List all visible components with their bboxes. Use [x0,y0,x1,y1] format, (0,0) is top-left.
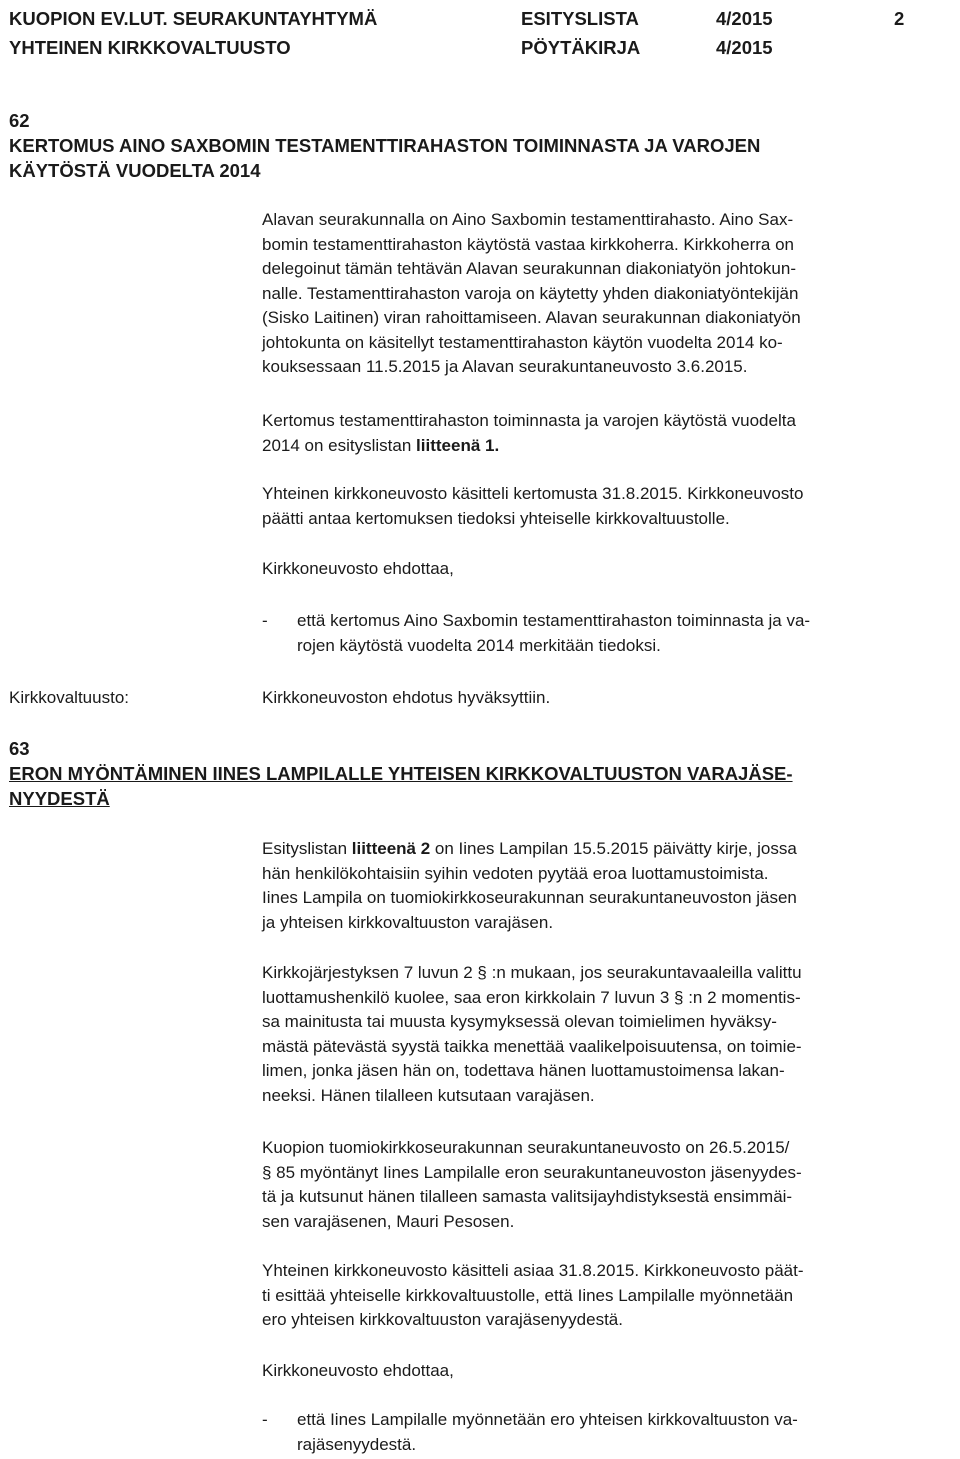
document-number-2: 4/2015 [716,37,773,58]
section-62-number: 62 [9,110,30,131]
section-62-proposal [262,609,954,658]
section-63-p1-b: on Iines Lampilan 15.5.2015 päivätty kirje, jossa hän henkilökohtaisiin syihin vedoten pyytää eroa luottamustoimista. Iines Lampila on tuomiokirkkoseurakunnan seurakuntaneuvoston jäsen ja yhteisen kirkkovaltuuston varajäsen. [262,839,797,932]
section-63-paragraph-4: Yhteinen kirkkoneuvosto käsitteli asiaa 31.8.2015. Kirkkoneuvosto päät- ti esittää yhteiselle kirkkovaltuustolle, että Iines Lampilalle myönnetään ero yhteisen kirkkovaltuuston varajäsenyydestä. [262,1261,804,1329]
attachment-2-reference: liitteenä 2 [351,839,431,858]
dash-bullet: - [262,611,268,630]
page-header [9,4,951,62]
section-63-proposal [262,1408,954,1457]
section-63-title: ERON MYÖNTÄMINEN IINES LAMPILALLE YHTEISEN KIRKKOVALTUUSTON VARAJÄSE- NYYDESTÄ [9,763,793,809]
section-62-proposal-intro: Kirkkoneuvosto ehdottaa, [262,559,454,578]
decision-text: Kirkkoneuvoston ehdotus hyväksyttiin. [262,688,551,707]
section-62-paragraph-3: Yhteinen kirkkoneuvosto käsitteli kertomusta 31.8.2015. Kirkkoneuvosto päätti antaa kertomuksen tiedoksi yhteiselle kirkkovaltuustolle. [262,484,804,528]
header-row-1 [9,4,951,33]
section-62-title: KERTOMUS AINO SAXBOMIN TESTAMENTTIRAHASTON TOIMINNASTA JA VAROJEN KÄYTÖSTÄ VUODELTA 2014 [9,135,761,181]
section-62-proposal-text: että kertomus Aino Saxbomin testamenttirahaston toiminnasta ja va- rojen käytöstä vuodelta 2014 merkitään tiedoksi. [297,611,811,655]
organization-name: KUOPION EV.LUT. SEURAKUNTAYHTYMÄ [9,8,378,29]
page-number: 2 [894,8,905,29]
section-62-paragraph-2 [262,409,954,458]
dash-bullet-2: - [262,1410,268,1429]
header-row-2 [9,33,951,62]
section-63-number: 63 [9,738,30,759]
document-type-2: PÖYTÄKIRJA [521,37,641,58]
section-62-p2-text: Kertomus testamenttirahaston toiminnasta ja varojen käytöstä vuodelta 2014 on esityslistan [262,411,796,455]
decision-label: Kirkkovaltuusto: [9,688,129,707]
attachment-1-reference: liitteenä 1. [416,435,500,455]
header-empty-cell [894,33,951,62]
document-type: ESITYSLISTA [521,8,639,29]
section-63-paragraph-1 [262,837,954,935]
section-63-proposal-intro: Kirkkoneuvosto ehdottaa, [262,1361,454,1380]
section-63-paragraph-3: Kuopion tuomiokirkkoseurakunnan seurakuntaneuvosto on 26.5.2015/ § 85 myöntänyt Iines Lampilalle eron seurakuntaneuvoston jäsenyydes- tä ja kutsunut hänen tilalleen samasta valitsijayhdistyksestä ensimmäi- sen varajäsenen, Mauri Pesosen. [262,1138,802,1231]
section-63-proposal-text: että Iines Lampilalle myönnetään ero yhteisen kirkkovaltuuston va- rajäsenyydestä. [297,1410,798,1454]
body-name: YHTEINEN KIRKKOVALTUUSTO [9,37,291,58]
document-number: 4/2015 [716,8,773,29]
section-63-p1-a: Esityslistan [262,839,352,858]
section-63-paragraph-2: Kirkkojärjestyksen 7 luvun 2 § :n mukaan, jos seurakuntavaaleilla valittu luottamushenkilö kuolee, saa eron kirkkolain 7 luvun 3 § :n 2 momentis- sa mainitusta tai muusta kysymyksessä olevan toimielimen hyväksy- mästä pätevästä syystä taikka menettää vaalikelpoisuutensa, on toimie- limen, jonka jäsen hän on, todettava hänen luottamustoimensa lakan- neeksi. Hänen tilalleen kutsutaan varajäsen. [262,963,802,1105]
section-62-paragraph-1: Alavan seurakunnalla on Aino Saxbomin testamenttirahasto. Aino Sax- bomin testamenttirahaston käytöstä vastaa kirkkoherra. Kirkkoherra on delegoinut tämän tehtävän Alavan seurakunnan diakoniatyön johtokun- nalle. Testamenttirahaston varoja on käytetty yhden diakoniatyöntekijän (Sisko Laitinen) viran rahoittamiseen. Alavan seurakunnan diakoniatyön johtokunta on käsitellyt testamenttirahaston käytön vuodelta 2014 ko- kouksessaan 11.5.2015 ja Alavan seurakuntaneuvosto 3.6.2015. [262,210,801,376]
